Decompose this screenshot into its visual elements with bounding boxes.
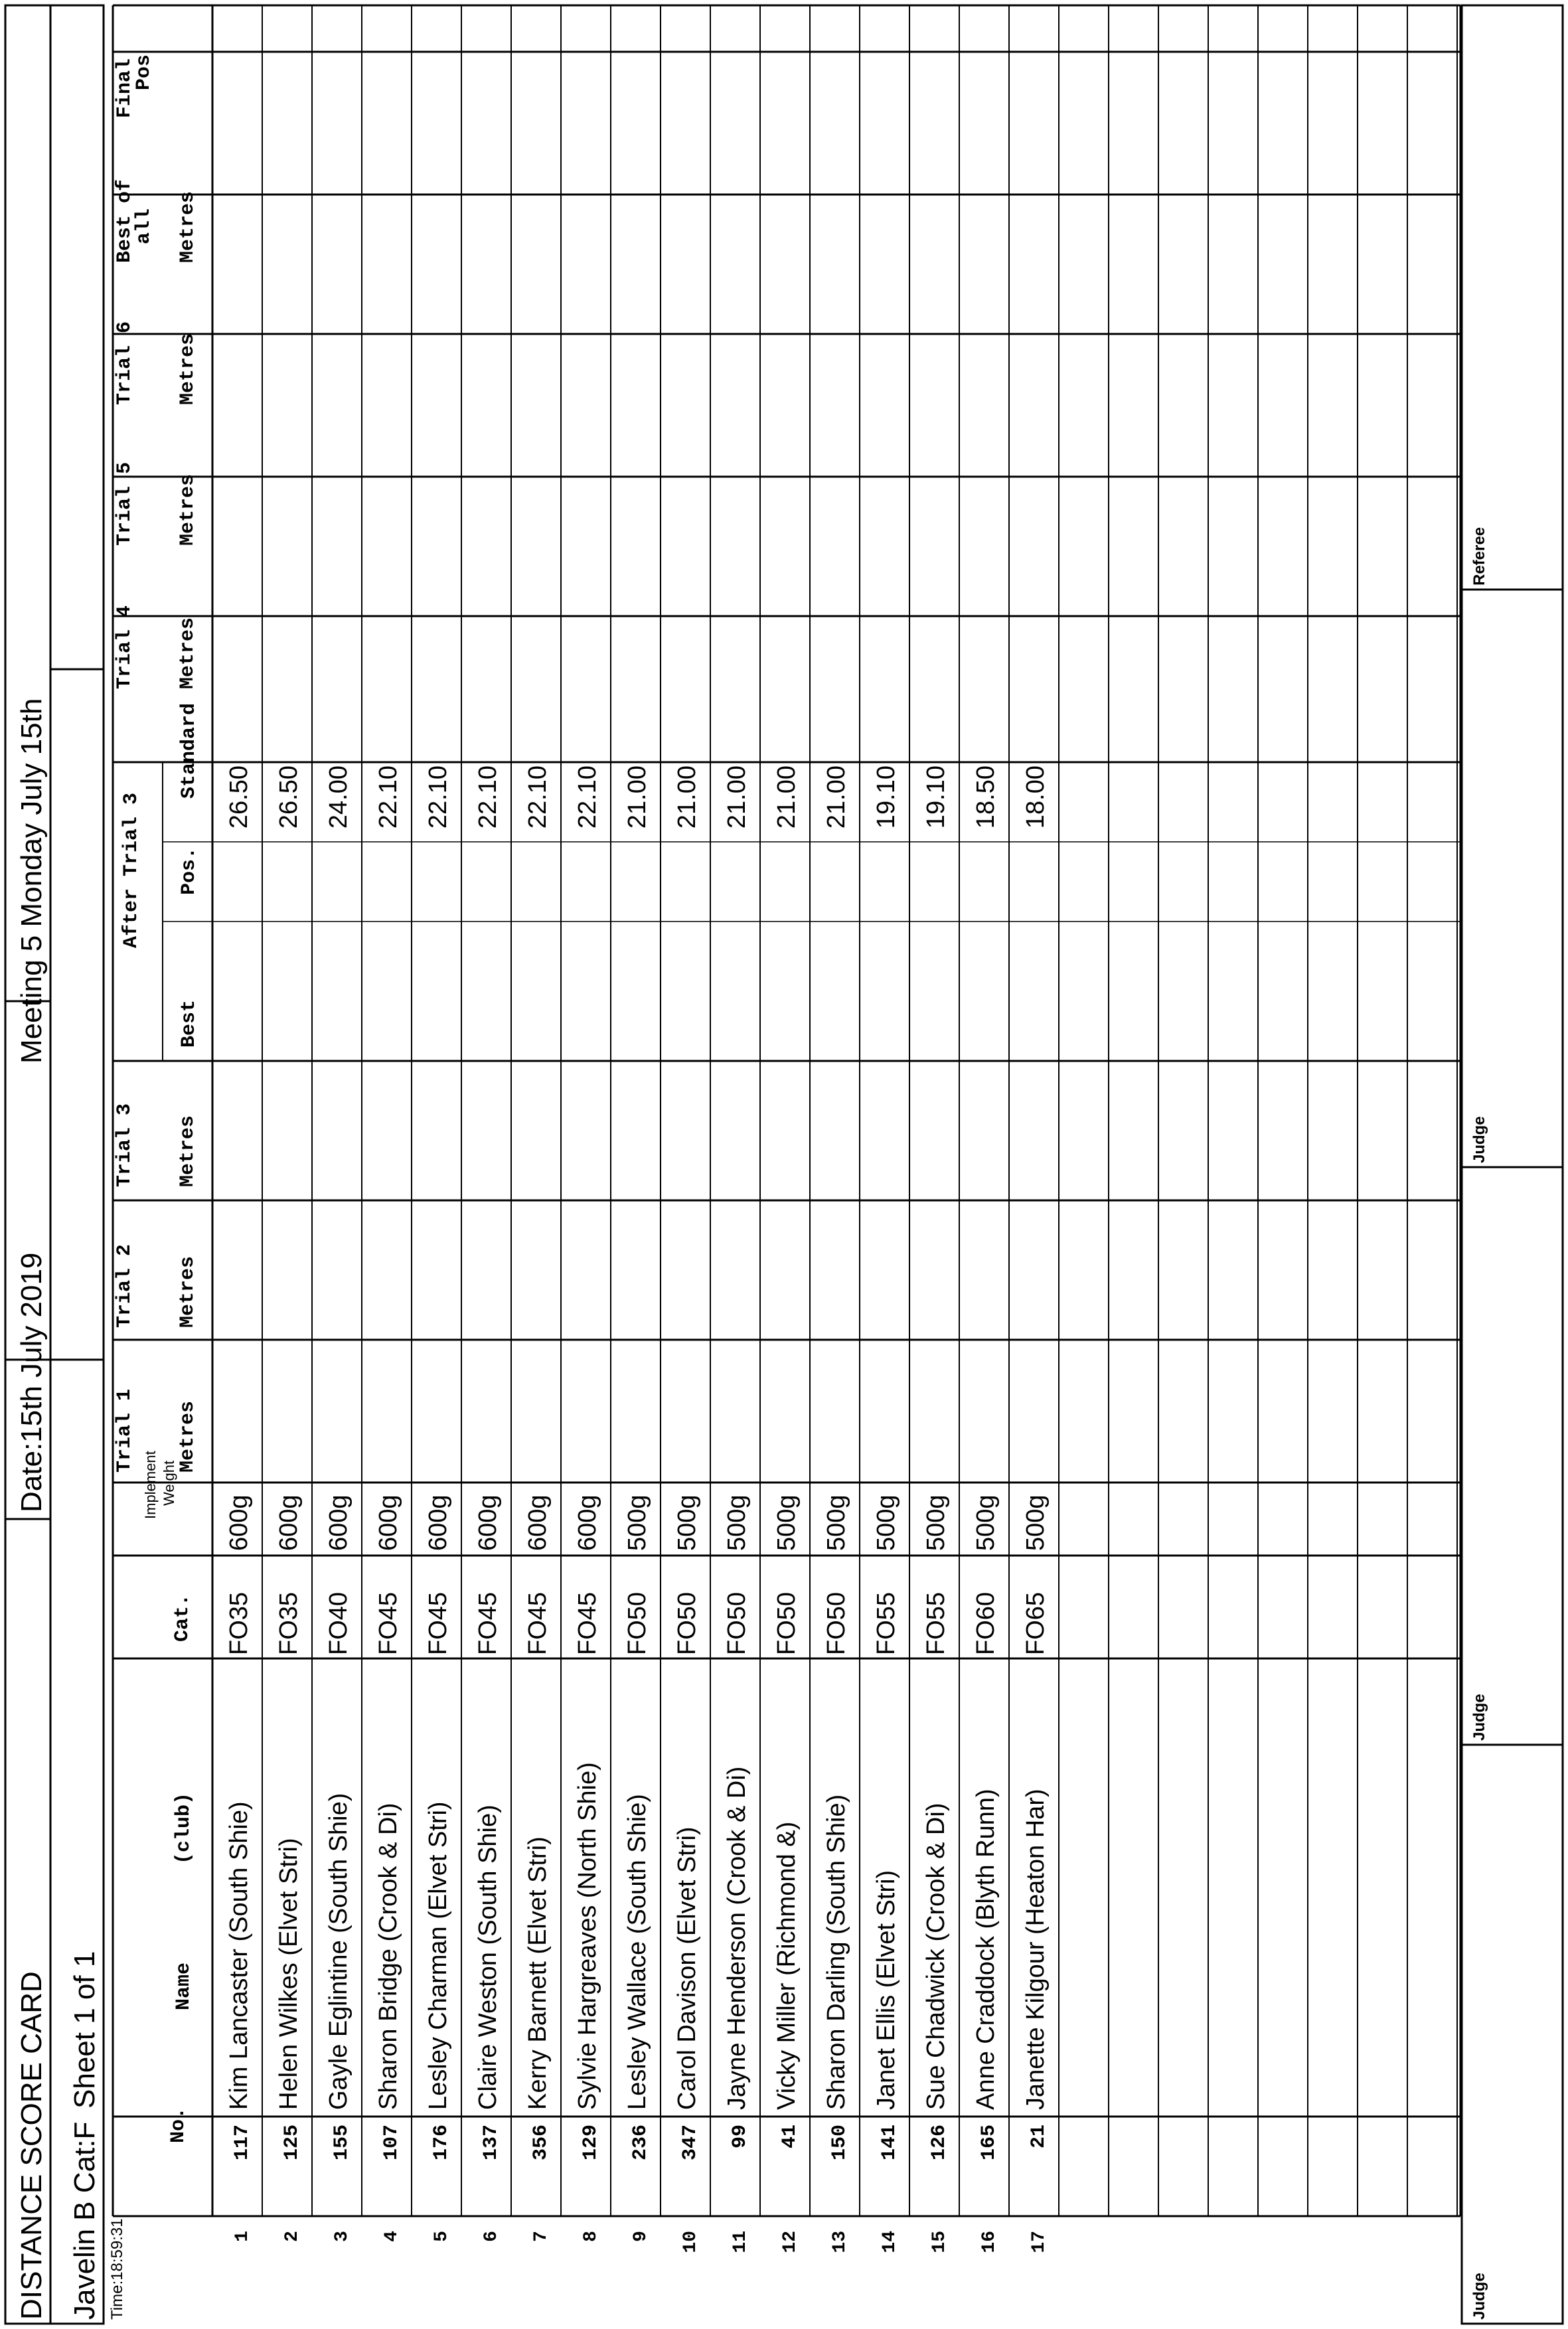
col-club-header: (club) [173,1792,195,1864]
row-category: FO50 [673,1591,701,1655]
col-no-header: No. [167,2107,190,2143]
row-competitor-name: Carol Davison (Elvet Stri) [673,1826,701,2110]
row-standard: 21.00 [723,765,751,829]
col-best-of-all-header-2: all [133,208,155,244]
row-implement-weight: 600g [374,1494,402,1551]
row-competitor-number: 129 [580,2125,602,2161]
referee-label: Referee [1470,526,1488,586]
row-competitor-name: Kerry Barnett (Elvet Stri) [524,1836,552,2110]
row-competitor-number: 107 [380,2125,403,2161]
row-competitor-number: 99 [729,2125,751,2149]
row-competitor-number: 117 [231,2125,254,2161]
row-category: FO50 [773,1591,801,1655]
row-category: FO65 [1022,1591,1050,1655]
row-index: 14 [880,2231,900,2253]
col-trial-3-metres: Metres [177,1115,199,1187]
judge-1-label: Judge [1470,2273,1488,2320]
row-competitor-name: Sharon Darling (South Shie) [823,1794,850,2110]
col-name-header: Name [173,1962,195,2010]
row-competitor-number: 347 [679,2125,702,2161]
col-pos-header: Pos. [178,846,200,895]
row-competitor-number: 165 [978,2125,1000,2161]
row-index: 15 [929,2231,950,2253]
row-competitor-name: Sharon Bridge (Crook & Di) [374,1803,402,2110]
row-category: FO45 [574,1591,601,1655]
row-competitor-name: Gayle Eglintine (South Shie) [325,1793,353,2110]
row-standard: 22.10 [424,765,452,829]
row-competitor-number: 137 [480,2125,503,2161]
row-standard: 19.10 [872,765,900,829]
judge-3-label: Judge [1470,1116,1488,1163]
row-category: FO35 [225,1591,253,1655]
row-standard: 26.50 [225,765,253,829]
time-label: Time:18:59:31 [108,2218,126,2320]
col-best-header: Best [178,999,200,1048]
row-index: 3 [332,2231,353,2242]
row-competitor-name: Helen Wilkes (Elvet Stri) [275,1838,303,2110]
row-index: 4 [382,2231,402,2242]
sheet-label: Sheet 1 of 1 [68,1951,101,2109]
row-competitor-number: 126 [928,2125,951,2161]
col-standard-header: Standard [178,702,200,799]
row-standard: 21.00 [823,765,850,829]
row-competitor-name: Jayne Henderson (Crook & Di) [723,1766,751,2110]
row-implement-weight: 500g [972,1494,1000,1551]
score-rows [225,765,1050,2253]
col-best-of-all-header-1: Best of [114,179,136,263]
row-index: 1 [232,2231,253,2242]
row-standard: 24.00 [325,765,353,829]
meeting-label: Meeting 5 Monday July 15th [15,698,48,1064]
row-implement-weight: 500g [723,1494,751,1551]
column-headers [114,54,200,2143]
row-category: FO50 [723,1591,751,1655]
row-competitor-number: 125 [281,2125,303,2161]
row-index: 10 [680,2231,701,2253]
judge-2-label: Judge [1470,1694,1488,1741]
rotated-card [5,5,1563,2324]
col-trial-6-metres: Metres [177,333,199,405]
row-standard: 21.00 [623,765,651,829]
row-standard: 21.00 [673,765,701,829]
row-implement-weight: 600g [225,1494,253,1551]
row-competitor-name: Kim Lancaster (South Shie) [225,1801,253,2110]
row-category: FO60 [972,1591,1000,1655]
col-best-of-all-metres: Metres [177,191,199,263]
col-cat-header: Cat. [171,1593,194,1642]
row-standard: 18.50 [972,765,1000,829]
row-index: 12 [780,2231,801,2253]
row-competitor-name: Sue Chadwick (Crook & Di) [922,1803,950,2110]
row-index: 17 [1029,2231,1050,2253]
signature-footer [1462,5,1563,2324]
row-competitor-number: 356 [530,2125,552,2161]
col-trial-1-metres: Metres [177,1400,199,1473]
row-standard: 18.00 [1022,765,1050,829]
row-implement-weight: 600g [524,1494,552,1551]
row-index: 16 [979,2231,1000,2253]
row-category: FO55 [872,1591,900,1655]
row-competitor-name: Vicky Miller (Richmond &) [773,1821,801,2110]
row-implement-weight: 500g [773,1494,801,1551]
row-index: 9 [631,2231,651,2242]
col-trial-4-header: Trial 4 [114,605,136,689]
row-index: 7 [531,2231,552,2242]
col-trial-1-header: Trial 1 [114,1388,136,1473]
row-index: 5 [431,2231,452,2242]
card-date: Date:15th July 2019 [15,1252,48,1512]
row-competitor-name: Claire Weston (South Shie) [474,1805,502,2110]
col-final-header-1: Final [114,58,136,118]
col-trial-5-metres: Metres [177,473,199,546]
col-trial-2-header: Trial 2 [114,1244,136,1328]
row-competitor-name: Janette Kilgour (Heaton Har) [1022,1789,1050,2110]
row-implement-weight: 500g [922,1494,950,1551]
row-category: FO45 [424,1591,452,1655]
row-implement-weight: 600g [424,1494,452,1551]
row-competitor-name: Janet Ellis (Elvet Stri) [872,1870,900,2110]
col-after-trial-3-header: After Trial 3 [120,792,143,948]
col-implement-header-1: Implement [142,1451,159,1519]
col-trial-4-metres: Metres [177,617,199,689]
row-competitor-name: Lesley Charman (Elvet Stri) [424,1801,452,2110]
row-competitor-number: 150 [828,2125,851,2161]
col-implement-header-2: Weight [161,1460,177,1506]
row-standard: 21.00 [773,765,801,829]
row-standard: 22.10 [474,765,502,829]
col-trial-6-header: Trial 6 [114,321,136,405]
row-standard: 22.10 [524,765,552,829]
row-competitor-number: 176 [430,2125,453,2161]
row-standard: 22.10 [574,765,601,829]
row-competitor-name: Sylvie Hargreaves (North Shie) [574,1762,601,2110]
row-implement-weight: 500g [623,1494,651,1551]
row-category: FO55 [922,1591,950,1655]
row-index: 8 [581,2231,601,2242]
event-label: Javelin B Cat:F [68,2121,101,2320]
row-implement-weight: 500g [823,1494,850,1551]
col-final-header-2: Pos [133,54,155,90]
row-competitor-name: Lesley Wallace (South Shie) [623,1794,651,2110]
row-category: FO50 [823,1591,850,1655]
row-category: FO45 [374,1591,402,1655]
row-implement-weight: 500g [1022,1494,1050,1551]
row-index: 13 [830,2231,850,2253]
card-title: DISTANCE SCORE CARD [15,1971,48,2320]
row-index: 6 [481,2231,502,2242]
row-category: FO35 [275,1591,303,1655]
row-category: FO50 [623,1591,651,1655]
col-trial-2-metres: Metres [177,1255,199,1328]
row-implement-weight: 500g [872,1494,900,1551]
col-trial-3-header: Trial 3 [114,1103,136,1187]
row-standard: 22.10 [374,765,402,829]
row-implement-weight: 600g [275,1494,303,1551]
row-implement-weight: 600g [574,1494,601,1551]
row-category: FO45 [474,1591,502,1655]
row-index: 2 [282,2231,303,2242]
row-category: FO40 [325,1591,353,1655]
row-standard: 19.10 [922,765,950,829]
row-competitor-number: 236 [629,2125,652,2161]
row-implement-weight: 600g [474,1494,502,1551]
row-category: FO45 [524,1591,552,1655]
header-band [5,5,104,2324]
row-competitor-number: 155 [331,2125,353,2161]
row-competitor-number: 141 [878,2125,901,2161]
col-trial-5-header: Trial 5 [114,461,136,546]
row-competitor-number: 21 [1028,2125,1050,2149]
row-competitor-number: 41 [779,2125,801,2149]
row-competitor-name: Anne Craddock (Blyth Runn) [972,1789,1000,2110]
row-implement-weight: 600g [325,1494,353,1551]
row-index: 11 [730,2231,751,2253]
row-implement-weight: 500g [673,1494,701,1551]
row-standard: 26.50 [275,765,303,829]
